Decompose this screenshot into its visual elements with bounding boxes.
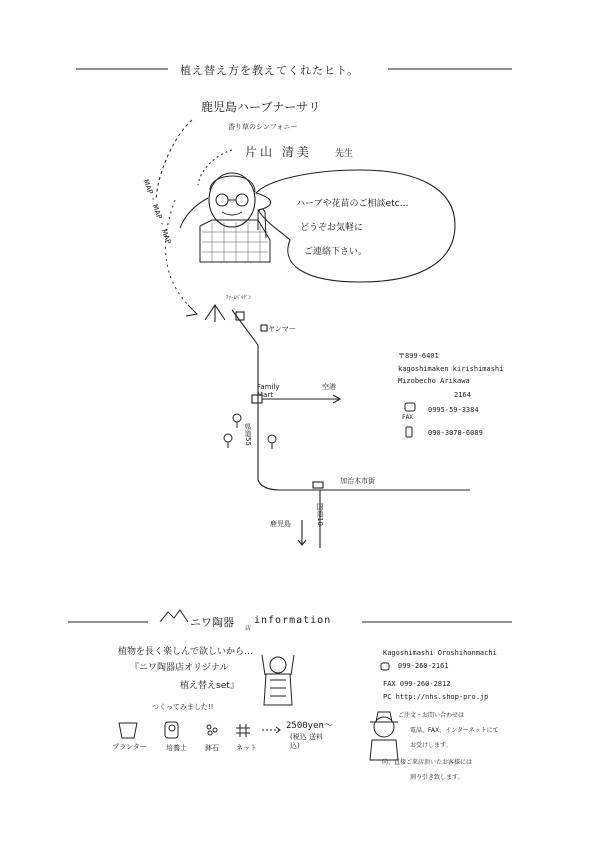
bubble-line-2: どうぞお気軽に [300,223,364,233]
shopkeeper-figure [370,712,398,760]
contact-note-1: ご注文・お問い合わせは [398,712,465,719]
contact-note-4: 尚、直接ご来店頂いたお客様には [382,759,473,766]
page-title: 植え替え方を教えてくれたヒト。 [180,64,360,77]
teacher-suffix: 先生 [335,149,354,159]
address-line-1: kagoshimaken kirishimashi [398,365,504,373]
map-label-garden: ﾌｧｰﾑﾊﾟﾙﾃﾞﾝ [226,295,252,301]
item-label-net: ネット [236,744,257,752]
info-title-kanji: ニワ陶器 [190,616,234,629]
map-label-airport: 空港 [322,383,336,391]
bubble-line-1: ハーブや花苗のご相談etc… [296,199,409,209]
teacher-portrait [180,173,270,262]
address-line-2: Mizobecho Arikawa [398,377,470,385]
info-intro: 植物を長く楽しんで欲しいから… [118,647,254,657]
product-line-1: 『ニワ陶器店オリジナル [130,663,229,673]
product-made: つくってみました!! [152,703,214,711]
bubble-line-3: ご連絡下さい。 [304,247,368,257]
contact-note-3: お受けします。 [410,742,452,749]
price: 2500yen〜 [286,721,333,731]
item-label-soil: 培養土 [166,744,187,752]
fax-label: FAX [402,414,413,421]
info-title-en: information [254,615,332,626]
address-zip: 〒899-6401 [398,352,439,360]
shop-subtitle: 香り草のシンフォニー [228,123,298,131]
item-label-planter: プランター [112,743,147,751]
product-line-2: 植え替えset』 [180,681,239,691]
map-label-national-road: 国道10 [316,503,324,526]
address-tel[interactable]: 0995-59-3384 [428,406,479,414]
map-label-kajiki: 加治木市街 [340,477,375,485]
set-items [119,722,280,738]
item-label-stone: 鉢石 [205,744,219,752]
address-mobile[interactable]: 090-3078-6089 [428,429,483,437]
contact-tel[interactable]: 099-260-2161 [398,662,449,670]
map-label-kagoshima: 鹿児島 [270,520,291,528]
shop-name: 鹿児島ハーブナーサリ [201,100,321,114]
contact-fax[interactable]: FAX 099-260-2812 [383,680,451,688]
info-title-small: 店 [245,625,252,632]
address-line-3: 2164 [454,391,471,399]
gardener-figure [262,655,294,705]
map-arrow-label: MAP ・ MAP ・ MAP [141,178,173,246]
teacher-name: 片山 清美 [245,145,312,159]
contact-note-5: 割り引き致します。 [410,774,464,781]
contact-url[interactable]: PC http://nhs.shop-pro.jp [383,693,489,701]
contact-address: Kagoshimashi Oroshihonmachi [383,649,497,657]
map-label-prefroad: 県道55 [244,423,252,446]
map-label-familymart: Family Mart [257,383,280,399]
contact-note-2: 電話、FAX、インターネットにて [410,727,499,734]
price-note: (税込 送料込) [290,733,323,750]
map-label-yanmar: ヤンマー [268,325,296,333]
